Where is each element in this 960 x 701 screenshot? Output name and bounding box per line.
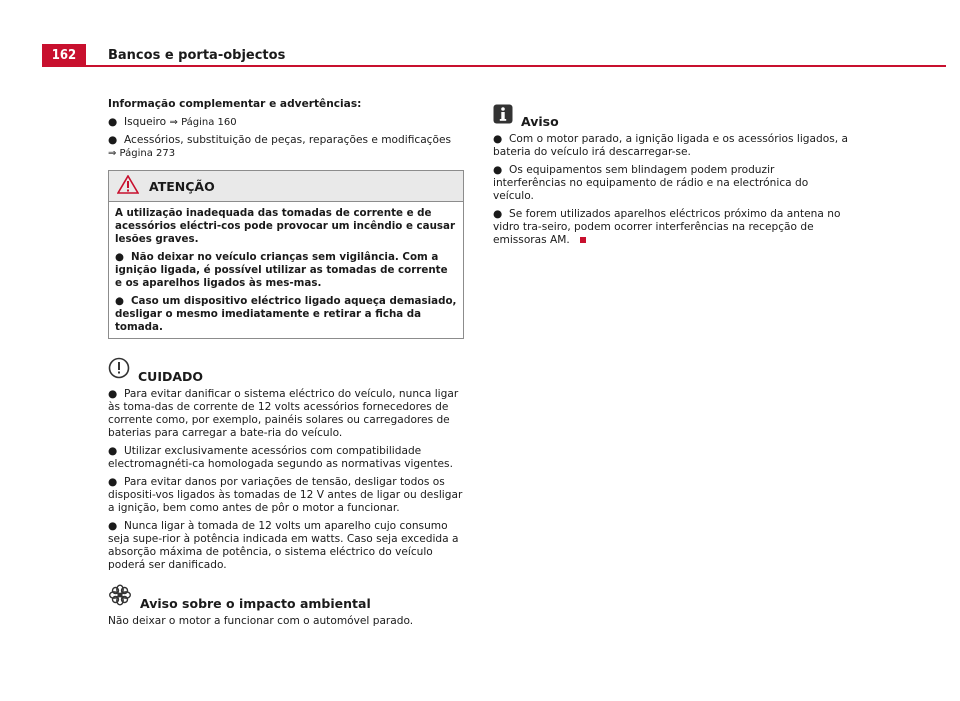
- bullet: ●: [108, 116, 118, 128]
- warning-item: ● Não deixar no veículo crianças sem vigilância. Com a ignição ligada, é possível utilizar as tomadas de corrente e os aparelhos ligados às mes-mas.: [115, 251, 448, 289]
- notice-title: Aviso: [521, 114, 559, 129]
- info-item-accessories: ● Acessórios, substituição de peças, reparações e modificações ⇒ Página 273: [108, 134, 452, 159]
- notice-item: ● Os equipamentos sem blindagem podem produzir interferências no equipamento de rádio e na electrónica do veículo.: [493, 164, 809, 202]
- page-number: 162: [42, 44, 86, 66]
- right-column: [493, 104, 849, 252]
- info-heading: Informação complementar e advertências:: [108, 98, 362, 110]
- notice-item: ● Com o motor parado, a ignição ligada e os acessórios ligados, a bateria do veículo irá descarregar-se.: [493, 133, 848, 158]
- flower-icon: [108, 584, 132, 610]
- warning-header: [109, 171, 463, 202]
- caution-item: ● Para evitar danificar o sistema eléctrico do veículo, nunca ligar às toma-das de corrente de 12 volts acessórios fornecedores de corrente como, por exemplo, painéis solares ou carregadores de baterias para carregar a bate-ria do veículo.: [108, 388, 459, 439]
- environment-header: [108, 584, 464, 610]
- caution-item: ● Nunca ligar à tomada de 12 volts um aparelho cujo consumo seja supe-rior à potência indicada em watts. Caso seja excedida a absorção máxima de potência, o sistema eléctrico do veículo poderá ser danificado.: [108, 520, 459, 571]
- end-of-section-mark: [580, 237, 586, 243]
- caution-section: [108, 357, 464, 572]
- warning-body: [109, 202, 463, 338]
- bullet: ●: [108, 134, 118, 146]
- environment-title: Aviso sobre o impacto ambiental: [140, 596, 371, 611]
- caution-header: [108, 357, 464, 383]
- warning-title: ATENÇÃO: [149, 178, 215, 194]
- warning-intro: A utilização inadequada das tomadas de corrente e de acessórios eléctri-cos pode provocar um incêndio e causar lesões graves.: [115, 207, 456, 245]
- info-icon: [493, 104, 513, 128]
- warning-box: [108, 170, 464, 339]
- notice-item: ● Se forem utilizados aparelhos eléctricos próximo da antena no vidro tra-seiro, podem ocorrer interferências na recepção de emissoras AM.: [493, 208, 841, 246]
- warning-triangle-icon: [117, 175, 139, 198]
- page-title: Bancos e porta-objectos: [108, 48, 286, 63]
- page-reference-link[interactable]: ⇒ Página 160: [169, 117, 237, 128]
- info-item-lighter: ● Isqueiro ⇒ Página 160: [108, 116, 237, 128]
- caution-item: ● Utilizar exclusivamente acessórios com compatibilidade electromagnéti-ca homologada segundo as normativas vigentes.: [108, 445, 453, 470]
- header-rule: [42, 65, 946, 67]
- environment-text: Não deixar o motor a funcionar com o automóvel parado.: [108, 615, 414, 627]
- warning-item: ● Caso um dispositivo eléctrico ligado aqueça demasiado, desligar o mesmo imediatamente e retirar a ficha da tomada.: [115, 295, 457, 333]
- notice-header: [493, 104, 849, 128]
- caution-item: ● Para evitar danos por variações de tensão, desligar todos os dispositi-vos ligados às tomadas de 12 V antes de ligar ou desligar a ignição, bem como antes de pôr o motor a funcionar.: [108, 476, 463, 514]
- left-column: [108, 98, 464, 633]
- caution-circle-icon: [108, 357, 130, 383]
- caution-title: CUIDADO: [138, 369, 204, 384]
- environment-section: [108, 584, 464, 628]
- page-reference-link[interactable]: ⇒ Página 273: [108, 148, 176, 159]
